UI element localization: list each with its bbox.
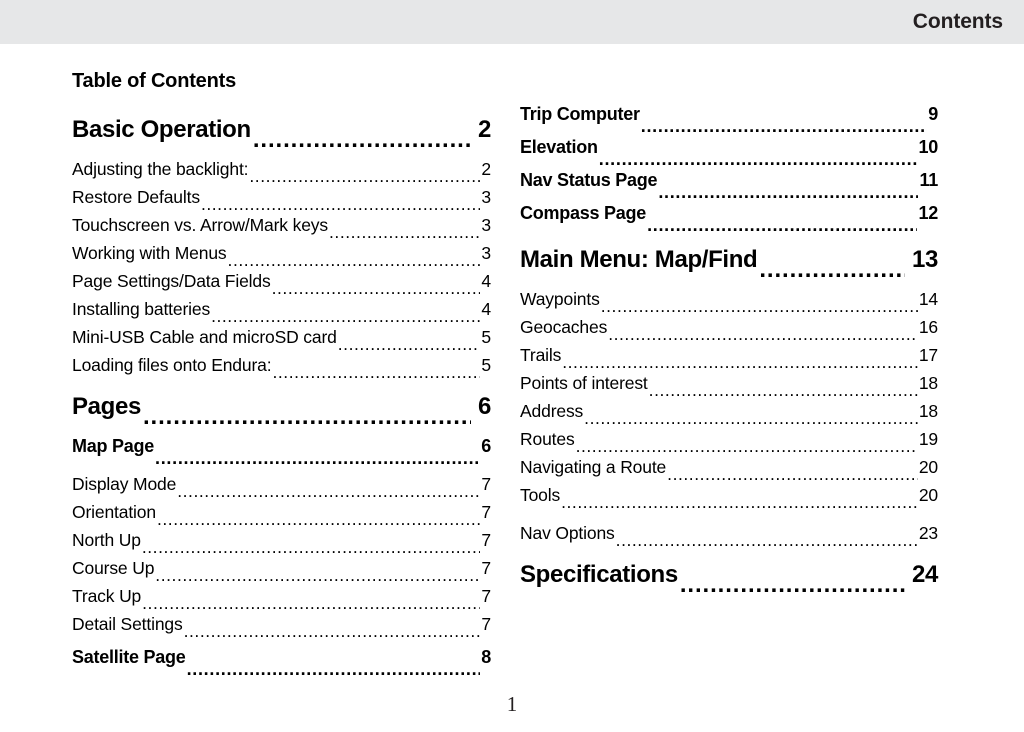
toc-entry-page-number: 23: [918, 523, 938, 543]
toc-entry[interactable]: [520, 401, 938, 429]
toc-entry-page-number: 19: [918, 429, 938, 449]
toc-entry[interactable]: [520, 317, 938, 345]
toc-entry-label: Nav Status Page: [520, 170, 658, 190]
toc-entry-label: Orientation: [72, 502, 156, 522]
toc-entry-page-number: 20: [918, 457, 938, 477]
toc-entry-page-number: 2: [481, 159, 491, 179]
toc-entry-page-number: 20: [918, 485, 938, 505]
toc-entry-page-number: 6: [481, 436, 491, 456]
toc-entry-label: Basic Operation: [72, 116, 251, 143]
toc-dot-leader: [338, 334, 481, 355]
toc-entry[interactable]: [520, 373, 938, 401]
toc-dot-leader: [201, 194, 480, 215]
toc-entry-page-number: 3: [481, 215, 491, 235]
toc-entry-page-number: 18: [918, 373, 938, 393]
toc-entry-page-number: 7: [481, 586, 491, 606]
toc-dot-leader: [253, 126, 471, 154]
toc-entry-label: Address: [520, 401, 584, 421]
toc-dot-leader: [177, 481, 480, 502]
toc-entry[interactable]: [72, 327, 491, 355]
toc-dot-leader: [649, 380, 918, 401]
toc-dot-leader: [658, 182, 918, 203]
toc-entry-label: Points of interest: [520, 373, 648, 393]
toc-entry-page-number: 11: [919, 170, 938, 190]
toc-entry-page-number: 18: [918, 401, 938, 421]
toc-entry[interactable]: [72, 243, 491, 271]
toc-entry-label: Track Up: [72, 586, 142, 606]
toc-entry[interactable]: [520, 561, 938, 599]
toc-dot-leader: [561, 492, 918, 513]
toc-entry-label: Tools: [520, 485, 561, 505]
toc-dot-leader: [142, 593, 480, 614]
toc-entry[interactable]: [520, 345, 938, 373]
toc-entry[interactable]: [72, 299, 491, 327]
toc-entry-page-number: 5: [481, 355, 491, 375]
toc-entry-page-number: 7: [481, 530, 491, 550]
toc-entry[interactable]: [72, 215, 491, 243]
toc-dot-leader: [576, 436, 918, 457]
toc-dot-leader: [647, 215, 917, 236]
toc-entry-page-number: 5: [481, 327, 491, 347]
toc-dot-leader: [155, 565, 480, 586]
toc-entry[interactable]: [520, 246, 938, 284]
toc-dot-leader: [157, 509, 480, 530]
toc-entry[interactable]: [520, 203, 938, 236]
toc-entry[interactable]: [520, 289, 938, 317]
toc-entry-page-number: 7: [481, 474, 491, 494]
toc-entry-label: Trip Computer: [520, 104, 640, 124]
toc-entry[interactable]: [520, 429, 938, 457]
toc-dot-leader: [211, 306, 480, 327]
toc-entry-label: Routes: [520, 429, 575, 449]
toc-dot-leader: [562, 352, 918, 373]
toc-entry[interactable]: [72, 393, 491, 431]
toc-entry-page-number: 3: [481, 243, 491, 263]
toc-dot-leader: [584, 408, 918, 429]
toc-dot-leader: [272, 362, 480, 383]
toc-entry-page-number: 7: [481, 614, 491, 634]
page-body: [0, 44, 1024, 732]
toc-entry-label: Specifications: [520, 561, 678, 588]
toc-dot-leader: [616, 530, 918, 551]
toc-entry-page-number: 4: [481, 299, 491, 319]
toc-entry-label: Restore Defaults: [72, 187, 200, 207]
toc-entry-page-number: 13: [912, 246, 938, 273]
toc-entry[interactable]: [520, 170, 938, 203]
folio-page-number: 1: [506, 692, 518, 716]
toc-entry-page-number: 4: [481, 271, 491, 291]
toc-dot-leader: [187, 659, 481, 680]
running-header-band: [0, 0, 1024, 44]
toc-dot-leader: [143, 403, 471, 431]
toc-entry[interactable]: [520, 137, 938, 170]
toc-entry-label: Touchscreen vs. Arrow/Mark keys: [72, 215, 328, 235]
toc-entry-page-number: 16: [918, 317, 938, 337]
toc-entry[interactable]: [72, 530, 491, 558]
toc-dot-leader: [601, 296, 918, 317]
toc-entry-label: Satellite Page: [72, 647, 186, 667]
toc-entry-label: North Up: [72, 530, 141, 550]
toc-dot-leader: [641, 116, 927, 137]
toc-dot-leader: [599, 149, 918, 170]
toc-entry-label: Working with Menus: [72, 243, 227, 263]
toc-entry-page-number: 24: [912, 561, 938, 588]
toc-entry-page-number: 8: [481, 647, 491, 667]
toc-entry[interactable]: [72, 436, 491, 469]
toc-entry-label: Course Up: [72, 558, 155, 578]
toc-entry-label: Trails: [520, 345, 562, 365]
toc-dot-leader: [228, 250, 481, 271]
toc-dot-leader: [329, 222, 480, 243]
toc-entry[interactable]: [520, 104, 938, 137]
toc-entry-page-number: 10: [918, 137, 938, 157]
toc-dot-leader: [142, 537, 481, 558]
toc-entry-label: Loading files onto Endura:: [72, 355, 272, 375]
toc-entry-page-number: 7: [481, 558, 491, 578]
toc-entry-label: Map Page: [72, 436, 155, 456]
toc-entry-label: Installing batteries: [72, 299, 211, 319]
toc-entry[interactable]: [72, 159, 491, 187]
toc-column-left: [72, 44, 491, 680]
toc-entry-label: Compass Page: [520, 203, 647, 223]
toc-entry-page-number: 9: [928, 104, 938, 124]
toc-dot-leader: [759, 256, 905, 284]
toc-entry-label: Elevation: [520, 137, 598, 157]
toc-entry-label: Adjusting the backlight:: [72, 159, 249, 179]
page-title: Table of Contents: [72, 70, 237, 92]
toc-entry[interactable]: [520, 485, 938, 513]
toc-entry[interactable]: [520, 523, 938, 551]
toc-entry[interactable]: [72, 187, 491, 215]
toc-entry-page-number: 2: [478, 116, 491, 143]
toc-dot-leader: [184, 621, 481, 642]
toc-entry-page-number: 6: [478, 393, 491, 420]
toc-entry-page-number: 12: [918, 203, 938, 223]
toc-dot-leader: [249, 166, 480, 187]
running-header-title: Contents: [912, 10, 1003, 33]
toc-dot-leader: [680, 571, 905, 599]
toc-entry[interactable]: [72, 614, 491, 642]
toc-entry-page-number: 14: [918, 289, 938, 309]
toc-entry-label: Mini-USB Cable and microSD card: [72, 327, 337, 347]
toc-dot-leader: [667, 464, 918, 485]
toc-column-right: [520, 44, 938, 599]
toc-entry-label: Waypoints: [520, 289, 600, 309]
toc-entry-label: Page Settings/Data Fields: [72, 271, 271, 291]
toc-entry[interactable]: [72, 271, 491, 299]
toc-entry-page-number: 3: [481, 187, 491, 207]
toc-entry-label: Detail Settings: [72, 614, 183, 634]
toc-entry-label: Nav Options: [520, 523, 615, 543]
toc-entry-label: Display Mode: [72, 474, 177, 494]
toc-entry-label: Geocaches: [520, 317, 608, 337]
toc-entry-label: Main Menu: Map/Find: [520, 246, 758, 273]
toc-entry-label: Pages: [72, 393, 141, 420]
toc-entry[interactable]: [520, 457, 938, 485]
toc-dot-leader: [155, 448, 480, 469]
toc-entry[interactable]: [72, 355, 491, 383]
toc-entry-page-number: 17: [918, 345, 938, 365]
toc-entry-label: Navigating a Route: [520, 457, 667, 477]
toc-entry[interactable]: [72, 116, 491, 154]
toc-entry[interactable]: [72, 474, 491, 502]
toc-entry[interactable]: [72, 647, 491, 680]
toc-entry[interactable]: [72, 586, 491, 614]
toc-entry[interactable]: [72, 502, 491, 530]
toc-dot-leader: [608, 324, 918, 345]
toc-entry-page-number: 7: [481, 502, 491, 522]
toc-entry[interactable]: [72, 558, 491, 586]
toc-dot-leader: [272, 278, 481, 299]
